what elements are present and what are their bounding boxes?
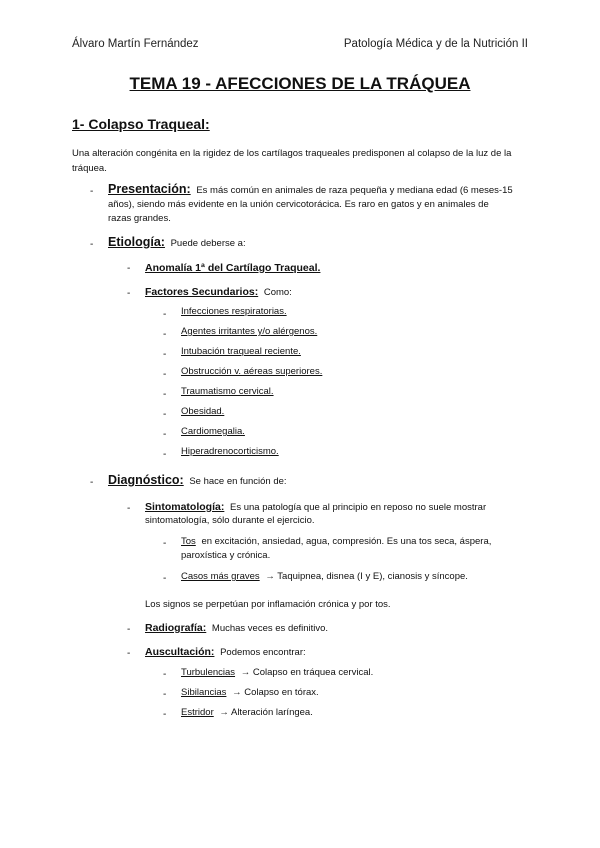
etiologia-text: Puede deberse a: (170, 238, 246, 249)
graves-text: → Taquipnea, disnea (I y E), cianosis y síncope. (265, 571, 468, 582)
presentacion-text-1: Es más común en animales de raza pequeña y mediana edad (6 meses-15 (196, 185, 513, 196)
auscultacion-item (181, 706, 313, 720)
factor-item: Traumatismo cervical. (181, 386, 274, 397)
bullet-dash: - (163, 409, 167, 420)
bullet-dash: - (163, 369, 167, 380)
signos-text: Los signos se perpetúan por inflamación crónica y por tos. (145, 599, 391, 610)
graves-label: Casos más graves (181, 571, 260, 582)
page-title: TEMA 19 - AFECCIONES DE LA TRÁQUEA (129, 74, 471, 93)
factores-line (145, 285, 292, 300)
tos-line-1 (181, 535, 491, 549)
bullet-dash: - (163, 538, 167, 549)
bullet-dash: - (163, 349, 167, 360)
bullet-dash: - (163, 669, 167, 680)
presentacion-line-1 (108, 182, 513, 198)
bullet-dash: - (127, 263, 131, 274)
bullet-dash: - (127, 288, 131, 299)
graves-line (181, 570, 468, 584)
anomalia-label: Anomalía 1ª del Cartílago Traqueal. (145, 262, 321, 274)
factor-item: Agentes irritantes y/o alérgenos. (181, 326, 318, 337)
auscultacion-item-label: Turbulencias (181, 667, 236, 678)
auscultacion-item (181, 666, 373, 680)
radiografia-label: Radiografía: (145, 622, 207, 634)
section-heading: 1- Colapso Traqueal: (72, 116, 210, 132)
header-subject: Patología Médica y de la Nutrición II (343, 38, 528, 50)
auscultacion-line (145, 645, 306, 660)
etiologia-label: Etiología: (108, 235, 165, 249)
factores-text: Como: (263, 287, 292, 298)
bullet-dash: - (163, 689, 167, 700)
bullet-dash: - (163, 573, 167, 584)
bullet-dash: - (163, 329, 167, 340)
auscultacion-label: Auscultación: (145, 646, 215, 658)
bullet-dash: - (127, 503, 131, 514)
factor-item: Hiperadrenocorticismo. (181, 446, 279, 457)
factor-item: Infecciones respiratorias. (181, 306, 287, 317)
bullet-dash: - (163, 449, 167, 460)
factor-item: Obstrucción v. aéreas superiores. (181, 366, 323, 377)
factores-label: Factores Secundarios: (145, 286, 259, 298)
bullet-dash: - (90, 186, 94, 197)
presentacion-text-2: años), siendo más evidente en la unión cervicotorácica. Es raro en gatos y en animales de (108, 199, 489, 210)
sintomatologia-label: Sintomatología: (145, 501, 225, 513)
auscultacion-item-text: → Colapso en tórax. (232, 687, 319, 698)
sintomatologia-text-1: Es una patología que al principio en reposo no suele mostrar (229, 502, 487, 513)
diagnostico-text: Se hace en función de: (189, 476, 287, 487)
radiografia-text: Muchas veces es definitivo. (211, 623, 329, 634)
bullet-dash: - (90, 239, 94, 250)
tos-text-1: en excitación, ansiedad, agua, compresión. Es una tos seca, áspera, (201, 536, 492, 547)
bullet-dash: - (163, 709, 167, 720)
auscultacion-item-text: → Colapso en tráquea cervical. (240, 667, 374, 678)
sintomatologia-line-1 (145, 500, 486, 515)
etiologia-line (108, 235, 246, 251)
diagnostico-line (108, 473, 287, 489)
auscultacion-item-label: Sibilancias (181, 687, 227, 698)
section-intro: Una alteración congénita en la rigidez de los cartílagos traqueales predisponen al colapso de la luz de la tráquea. (72, 148, 512, 174)
sintomatologia-text-2: sintomatología, sólo durante el ejercicio. (145, 515, 315, 526)
presentacion-label: Presentación: (108, 182, 191, 196)
auscultacion-item-label: Estridor (181, 707, 214, 718)
presentacion-text-3: razas grandes. (108, 213, 171, 224)
etiologia-anomalia (145, 261, 320, 276)
tos-label: Tos (181, 536, 196, 547)
bullet-dash: - (163, 389, 167, 400)
tos-text-2: paroxística y crónica. (181, 550, 271, 561)
bullet-dash: - (163, 309, 167, 320)
auscultacion-text: Podemos encontrar: (220, 647, 306, 658)
bullet-dash: - (127, 624, 131, 635)
factor-item: Obesidad. (181, 406, 225, 417)
factor-item: Intubación traqueal reciente. (181, 346, 301, 357)
diagnostico-label: Diagnóstico: (108, 473, 184, 487)
factor-item: Cardiomegalia. (181, 426, 245, 437)
auscultacion-item-text: → Alteración laríngea. (219, 707, 313, 718)
bullet-dash: - (163, 429, 167, 440)
bullet-dash: - (90, 477, 94, 488)
header-author: Álvaro Martín Fernández (72, 38, 199, 50)
bullet-dash: - (127, 648, 131, 659)
radiografia-line (145, 621, 328, 636)
auscultacion-item (181, 686, 319, 700)
